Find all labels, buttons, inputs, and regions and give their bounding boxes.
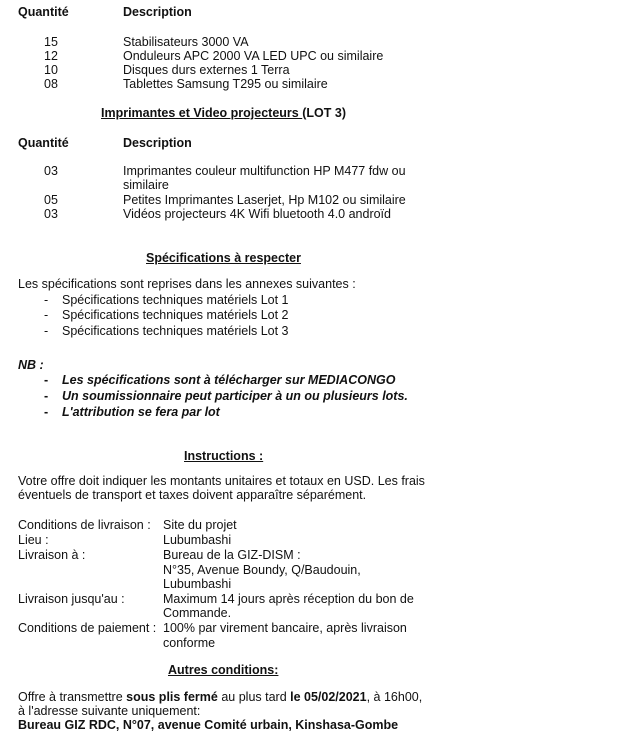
condition-value: Maximum 14 jours après réception du bon de [163, 592, 414, 606]
lot2-row-desc: Onduleurs APC 2000 VA LED UPC ou similaire [123, 49, 384, 63]
nb-label: NB : [18, 358, 44, 372]
bullet-dash: - [44, 324, 49, 338]
instructions-para-cont: éventuels de transport et taxes doivent apparaître séparément. [18, 488, 367, 502]
bullet-dash: - [44, 405, 49, 419]
lot2-row-qty: 10 [44, 63, 58, 77]
condition-value: 100% par virement bancaire, après livraison [163, 621, 407, 635]
autres-line1-text: Offre à transmettre [18, 690, 127, 704]
lot2-row-qty: 08 [44, 77, 58, 91]
specs-item: Spécifications techniques matériels Lot 3 [62, 324, 289, 338]
specs-intro: Les spécifications sont reprises dans les annexes suivantes : [18, 277, 356, 291]
autres-line1 [18, 690, 422, 704]
condition-label: Livraison jusqu'au : [18, 592, 125, 606]
specs-title: Spécifications à respecter [146, 251, 301, 265]
lot3-header-qty: Quantité [18, 136, 69, 150]
lot3-row-desc: Imprimantes couleur multifunction HP M477 fdw ou [123, 164, 406, 178]
autres-title: Autres conditions: [168, 663, 279, 677]
autres-line1-date: le 05/02/2021 [290, 690, 367, 704]
lot3-row-qty: 03 [44, 207, 58, 221]
bullet-dash: - [44, 308, 49, 322]
lot2-row-desc: Disques durs externes 1 Terra [123, 63, 290, 77]
lot2-header-desc: Description [123, 5, 192, 19]
bullet-dash: - [44, 389, 49, 403]
lot2-header-qty: Quantité [18, 5, 69, 19]
nb-item: Un soumissionnaire peut participer à un ou plusieurs lots. [62, 389, 408, 403]
bullet-dash: - [44, 293, 49, 307]
lot3-row-qty: 03 [44, 164, 58, 178]
specs-item: Spécifications techniques matériels Lot 2 [62, 308, 289, 322]
condition-label: Livraison à : [18, 548, 86, 562]
condition-value-cont: Commande. [163, 606, 232, 620]
condition-label: Conditions de livraison : [18, 518, 151, 532]
bullet-dash: - [44, 373, 49, 387]
autres-address: Bureau GIZ RDC, N°07, avenue Comité urbain, Kinshasa-Gombe [18, 718, 399, 732]
autres-line1-emphasis: sous plis fermé [126, 690, 218, 704]
autres-line1-text: , à 16h00, [366, 690, 423, 704]
lot3-title-suffix: (LOT 3) [302, 106, 346, 120]
specs-item: Spécifications techniques matériels Lot 1 [62, 293, 289, 307]
condition-value-cont: conforme [163, 636, 216, 650]
lot3-header-desc: Description [123, 136, 192, 150]
instructions-para: Votre offre doit indiquer les montants unitaires et totaux en USD. Les frais [18, 474, 425, 488]
condition-label: Conditions de paiement : [18, 621, 157, 635]
condition-value: Lubumbashi [163, 533, 232, 547]
lot2-row-desc: Stabilisateurs 3000 VA [123, 35, 249, 49]
condition-value: Site du projet [163, 518, 237, 532]
lot2-row-qty: 15 [44, 35, 58, 49]
nb-item: L'attribution se fera par lot [62, 405, 220, 419]
instructions-title: Instructions : [184, 449, 264, 463]
lot2-row-qty: 12 [44, 49, 58, 63]
lot3-row-desc-cont: similaire [123, 178, 169, 192]
lot3-row-qty: 05 [44, 193, 58, 207]
lot3-title-underlined: Imprimantes et Video projecteurs [101, 106, 303, 120]
autres-line2: à l'adresse suivante uniquement: [18, 704, 201, 718]
lot3-row-desc: Vidéos projecteurs 4K Wifi bluetooth 4.0 androïd [123, 207, 391, 221]
condition-value: Bureau de la GIZ-DISM : [163, 548, 301, 562]
autres-line1-text: au plus tard [217, 690, 291, 704]
condition-label: Lieu : [18, 533, 49, 547]
lot3-row-desc: Petites Imprimantes Laserjet, Hp M102 ou similaire [123, 193, 406, 207]
lot2-row-desc: Tablettes Samsung T295 ou similaire [123, 77, 328, 91]
lot3-title [101, 106, 346, 120]
condition-value-cont: N°35, Avenue Boundy, Q/Baudouin, [163, 563, 361, 577]
condition-value-cont: Lubumbashi [163, 577, 232, 591]
nb-item: Les spécifications sont à télécharger sur MEDIACONGO [62, 373, 396, 387]
